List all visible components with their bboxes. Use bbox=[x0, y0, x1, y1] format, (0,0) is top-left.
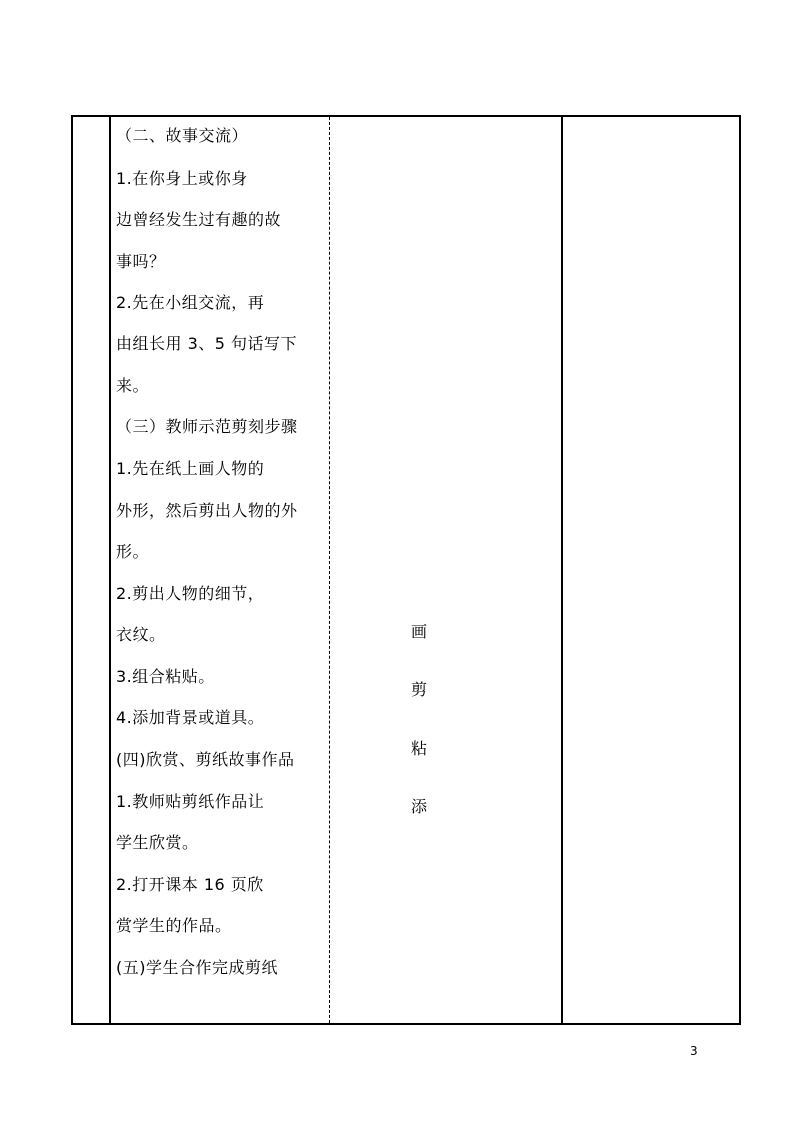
text-line: 衣纹。 bbox=[116, 625, 166, 644]
text-line: 2.打开课本 16 页欣 bbox=[116, 875, 264, 894]
text-line: 2.剪出人物的细节， bbox=[116, 584, 265, 603]
text-line: 赏学生的作品。 bbox=[116, 916, 232, 935]
text-line: 1.先在纸上画人物的 bbox=[116, 459, 265, 478]
activity-char: 粘 bbox=[411, 739, 428, 758]
text-line: 形。 bbox=[116, 542, 150, 561]
activity-char: 画 bbox=[411, 622, 428, 641]
text-line: 事吗？ bbox=[116, 252, 166, 271]
activity-char: 添 bbox=[411, 797, 428, 816]
column-divider-2 bbox=[329, 117, 330, 1023]
text-line: 来。 bbox=[116, 376, 150, 395]
activity-char: 剪 bbox=[411, 680, 428, 699]
column-divider-3 bbox=[561, 117, 563, 1023]
section-heading: (五)学生合作完成剪纸 bbox=[116, 958, 278, 977]
text-line: 边曾经发生过有趣的故 bbox=[116, 210, 282, 229]
text-line: 2.先在小组交流，再 bbox=[116, 293, 265, 312]
section-heading: （三）教师示范剪刻步骤 bbox=[116, 417, 298, 436]
text-line: 1.在你身上或你身 bbox=[116, 169, 248, 188]
text-line: 3.组合粘贴。 bbox=[116, 667, 215, 686]
text-line: 由组长用 3、5 句话写下 bbox=[116, 334, 298, 353]
text-line: 1.教师贴剪纸作品让 bbox=[116, 792, 265, 811]
text-line: 学生欣赏。 bbox=[116, 833, 199, 852]
text-line: 4.添加背景或道具。 bbox=[116, 708, 265, 727]
text-line: 外形，然后剪出人物的外 bbox=[116, 501, 298, 520]
section-heading: (四)欣赏、剪纸故事作品 bbox=[116, 750, 295, 769]
section-heading: （二、故事交流） bbox=[116, 126, 249, 145]
column-divider-1 bbox=[109, 117, 111, 1023]
page-number: 3 bbox=[690, 1044, 698, 1058]
